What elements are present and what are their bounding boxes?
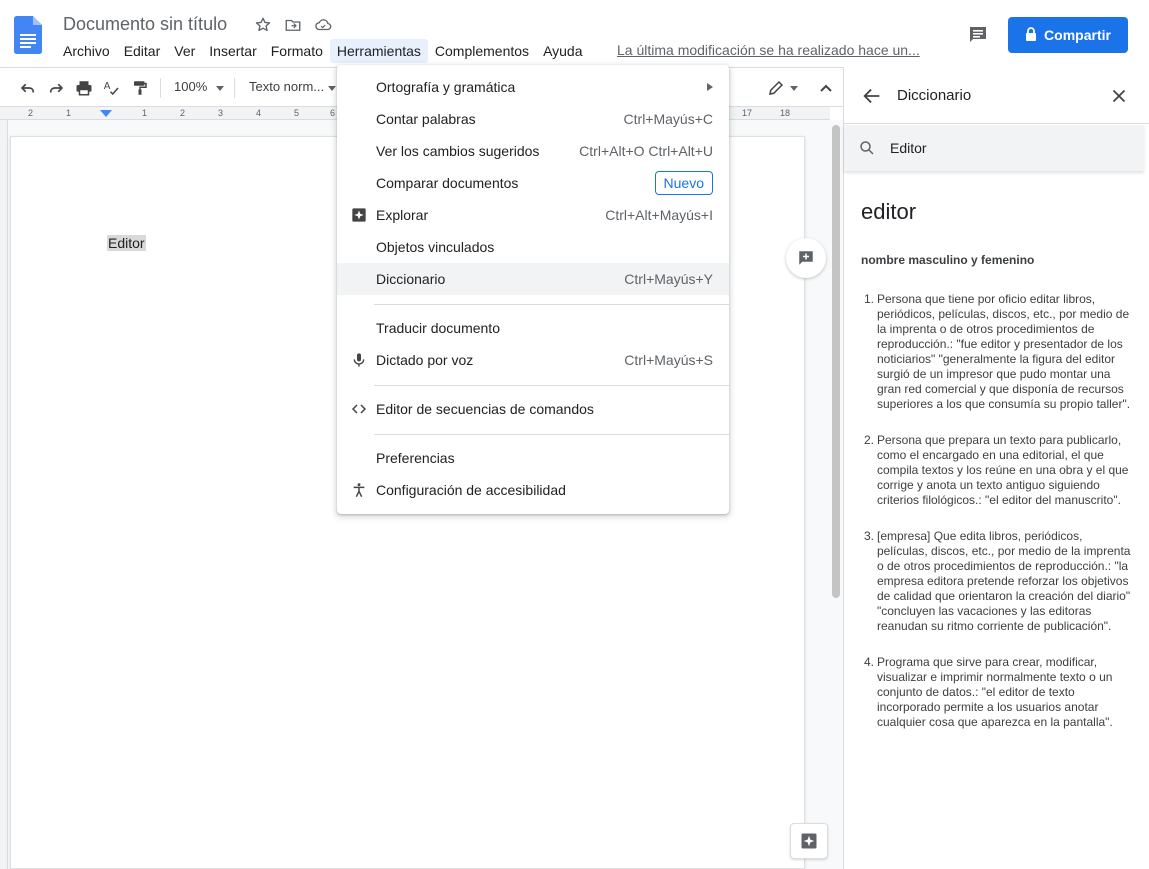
dictionary-search-bar <box>844 125 1144 171</box>
ruler-number: 5 <box>294 108 300 118</box>
ruler-number: 1 <box>66 108 72 118</box>
submenu-arrow-icon <box>707 83 713 91</box>
menu-item-accessibility-settings[interactable] <box>337 474 729 506</box>
comments-icon[interactable] <box>965 23 991 47</box>
vertical-ruler[interactable] <box>0 120 8 869</box>
dictionary-title: Diccionario <box>897 87 972 104</box>
spellcheck-icon[interactable] <box>102 78 122 98</box>
document-selected-text[interactable]: Editor <box>108 235 145 251</box>
definition-text: Programa que sirve para crear, modificar, visualizar e imprimir normalmente texto o un conjunto de datos.: "el editor de texto incorporado permite a los usuarios anotar cualquier cosa que aparezca en la pantalla". <box>877 655 1113 729</box>
explore-button[interactable] <box>790 823 828 859</box>
definition-item: 2. Persona que prepara un texto para publicarlo, como el encargado en una editorial, el que compila textos y los reúne en una obra y el que corrige y anota un texto antiguo siguiendo criterios filológicos.: "el editor del manuscrito". <box>864 433 1129 507</box>
ruler-number: 2 <box>28 108 34 118</box>
definition-item: 3. [empresa] Que edita libros, periódicos, películas, discos, etc., por medio de la imprenta o de otros procedimientos de reproducción.: "la empresa editora pretende reforzar los objetivos de calidad que orientaron la creación del diario" "concluyen las vacaciones y las editoras reanudan su ritmo corriente de publicación". <box>864 529 1131 633</box>
menu-item-shortcut: Ctrl+Alt+Mayús+I <box>605 207 713 223</box>
document-scrollbar-thumb[interactable] <box>832 125 840 598</box>
lock-icon <box>1025 27 1037 44</box>
menu-item-label: Configuración de accesibilidad <box>376 482 566 498</box>
menu-item-linked-objects[interactable] <box>337 231 729 263</box>
menu-item-label: Editor de secuencias de comandos <box>376 401 594 417</box>
style-dropdown-icon[interactable] <box>328 86 336 91</box>
cloud-saved-icon[interactable] <box>313 15 333 35</box>
ruler-number: 1 <box>142 108 148 118</box>
definition-text: Persona que prepara un texto para publicarlo, como el encargado en una editorial, el que compila textos y los reúne en una obra y el que corrige y anota un texto antiguo siguiendo criterios filológicos.: "el editor del manuscrito". <box>877 433 1129 507</box>
menu-item-dictionary[interactable] <box>337 263 729 295</box>
share-label: Compartir <box>1044 27 1111 43</box>
menu-editar[interactable]: Editar <box>123 43 161 59</box>
menu-item-label: Ortografía y gramática <box>376 79 516 95</box>
menu-item-label: Objetos vinculados <box>376 239 495 255</box>
code-icon <box>349 399 369 419</box>
definition-item: 4. Programa que sirve para crear, modificar, visualizar e imprimir normalmente texto o un conjunto de datos.: "el editor de texto incorporado permite a los usuarios anotar cualquier cosa que aparezca en la pantalla". <box>864 655 1113 729</box>
menu-item-voice-typing[interactable] <box>337 344 729 376</box>
menu-item-label: Ver los cambios sugeridos <box>376 143 540 159</box>
menu-item-word-count[interactable] <box>337 103 729 135</box>
dictionary-header <box>844 67 1149 124</box>
collapse-toolbar-icon[interactable] <box>815 77 837 99</box>
print-icon[interactable] <box>74 78 94 98</box>
move-folder-icon[interactable] <box>283 15 303 35</box>
undo-icon[interactable] <box>18 78 38 98</box>
svg-text:A: A <box>103 80 111 92</box>
search-icon <box>858 139 876 157</box>
definition-text: Persona que tiene por oficio editar libros, periódicos, películas, discos, etc., por medio de la imprenta o de otros procedimientos de reproducción.: "fue editor y presentador de los noticiarios" "generalmente la figura del editor surgió de un impresor que pudo montar una gran red comercial y que disponía de recursos superiores a los que consumía su propio taller". <box>877 292 1131 411</box>
definitions-list <box>861 292 1131 751</box>
menu-item-label: Dictado por voz <box>376 352 474 368</box>
editing-mode-dropdown-icon[interactable] <box>790 86 798 91</box>
tools-menu <box>337 65 729 514</box>
menu-separator <box>374 304 729 305</box>
menu-item-shortcut: Ctrl+Mayús+Y <box>624 271 713 287</box>
menu-item-translate-document[interactable] <box>337 312 729 344</box>
menu-item-shortcut: Ctrl+Mayús+C <box>623 111 713 127</box>
menu-item-explore[interactable] <box>337 199 729 231</box>
menu-complementos[interactable]: Complementos <box>434 43 530 59</box>
menu-item-shortcut: Ctrl+Mayús+S <box>624 352 713 368</box>
redo-icon[interactable] <box>46 78 66 98</box>
document-title[interactable]: Documento sin título <box>63 14 228 34</box>
menu-ayuda[interactable]: Ayuda <box>543 43 583 59</box>
menu-separator <box>374 385 729 386</box>
ruler-number: 3 <box>218 108 224 118</box>
share-button[interactable] <box>1008 17 1128 53</box>
menu-item-label: Preferencias <box>376 450 455 466</box>
menu-insertar[interactable]: Insertar <box>209 43 257 59</box>
close-icon[interactable] <box>1108 85 1130 107</box>
menu-item-compare-documents[interactable] <box>337 167 729 199</box>
zoom-dropdown-icon[interactable] <box>216 86 224 91</box>
zoom-select[interactable]: 100% <box>174 79 208 94</box>
explore-icon <box>349 205 369 225</box>
menu-item-label: Comparar documentos <box>376 175 519 191</box>
dictionary-search-input[interactable] <box>890 137 1130 159</box>
indent-marker[interactable] <box>100 110 112 117</box>
docs-logo-icon[interactable] <box>14 16 42 54</box>
last-edit-link[interactable]: La última modificación se ha realizado hace un... <box>617 42 920 58</box>
menu-item-label: Contar palabras <box>376 111 476 127</box>
definition-text: [empresa] Que edita libros, periódicos, películas, discos, etc., por medio de la imprenta o de otros procedimientos de reproducción.: "la empresa editora pretende reforzar los objetivos de calidad que orientaron la creación del diario" "concluyen las vacaciones y las editoras reanudan su ritmo corriente de publicación". <box>877 529 1131 633</box>
menu-item-label: Explorar <box>376 207 429 223</box>
menu-item-spelling-grammar[interactable] <box>337 71 729 103</box>
ruler-number: 2 <box>180 108 186 118</box>
menu-formato[interactable]: Formato <box>270 43 323 59</box>
new-badge: Nuevo <box>655 171 713 195</box>
style-select[interactable]: Texto norm... <box>249 79 325 94</box>
part-of-speech: nombre masculino y femenino <box>861 253 1035 267</box>
paint-format-icon[interactable] <box>130 78 150 98</box>
menu-separator <box>374 434 729 435</box>
back-arrow-icon[interactable] <box>861 85 883 107</box>
ruler-number: 18 <box>780 108 791 118</box>
ruler-number: 17 <box>742 108 753 118</box>
dictionary-headword: editor <box>861 199 917 224</box>
menu-bar <box>56 38 590 64</box>
dictionary-panel <box>843 67 1149 869</box>
menu-item-label: Traducir documento <box>376 320 500 336</box>
menu-ver[interactable]: Ver <box>174 43 196 59</box>
editing-mode-icon[interactable] <box>766 78 786 98</box>
menu-item-label: Diccionario <box>376 271 446 287</box>
ruler-number: 6 <box>330 108 336 118</box>
add-comment-button[interactable] <box>786 238 826 278</box>
definition-item: 1. Persona que tiene por oficio editar libros, periódicos, películas, discos, etc., por medio de la imprenta o de otros procedimientos de reproducción.: "fue editor y presentador de los noticiarios" "generalmente la figura del editor surgió de un impresor que pudo montar una gran red comercial y que disponía de recursos superiores a los que consumía su propio taller". <box>864 292 1131 411</box>
menu-item-preferences[interactable] <box>337 442 729 474</box>
menu-item-shortcut: Ctrl+Alt+O Ctrl+Alt+U <box>579 143 713 159</box>
menu-item-suggested-changes[interactable] <box>337 135 729 167</box>
accessibility-icon <box>349 480 369 500</box>
menu-item-script-editor[interactable] <box>337 393 729 425</box>
microphone-icon <box>349 350 369 370</box>
star-icon[interactable] <box>253 15 273 35</box>
menu-archivo[interactable]: Archivo <box>63 43 110 59</box>
menu-herramientas[interactable]: Herramientas <box>330 39 428 63</box>
ruler-number: 4 <box>256 108 262 118</box>
